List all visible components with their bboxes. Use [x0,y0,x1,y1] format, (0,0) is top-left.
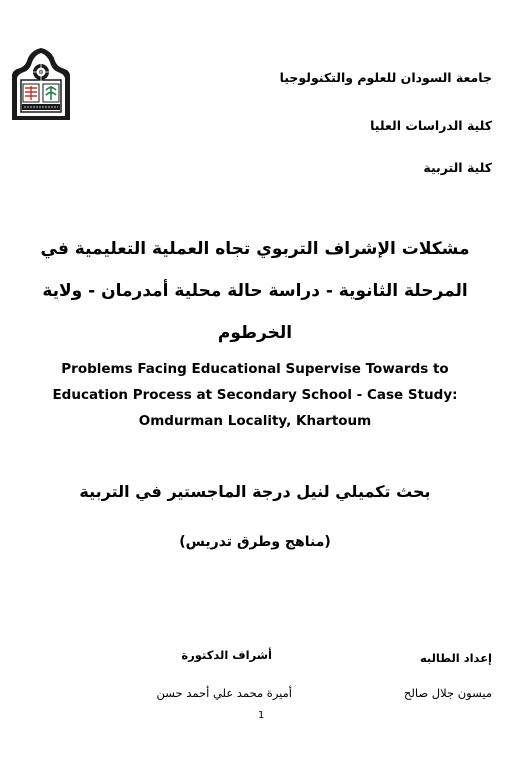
english-title-line: Problems Facing Educational Supervise Towards to [61,361,449,377]
arabic-title [28,228,482,354]
page-number: 1 [258,710,265,721]
student-name: ميسون جلال صالح [403,686,492,700]
thesis-specialization: (مناهج وطرق تدريس) [179,534,331,550]
arabic-title-line: مشكلات الإشراف التربوي تجاه العملية التعليمية في [40,239,470,259]
university-name: جامعة السودان للعلوم والتكنولوجيا [279,70,492,85]
university-logo-icon [8,46,74,122]
thesis-degree-note: بحث تكميلي لنيل درجة الماجستير في التربية [79,482,431,501]
education-college-name: كلية التربية [423,160,492,175]
arabic-title-line: الخرطوم [217,323,293,343]
english-title [20,356,490,434]
graduate-college-name: كلية الدراسات العليا [370,118,492,133]
supervisor-name: أميرة محمد علي أحمد حسن [156,686,292,700]
prepared-by-label: إعداد الطالبه [419,651,492,665]
supervisor-label: أشراف الدكتورة [181,648,272,662]
arabic-title-line: المرحلة الثانوية - دراسة حالة محلية أمدرمان - ولاية [42,281,468,301]
english-title-line: Omdurman Locality, Khartoum [138,413,372,429]
english-title-line: Education Process at Secondary School - Case Study: [52,387,458,403]
